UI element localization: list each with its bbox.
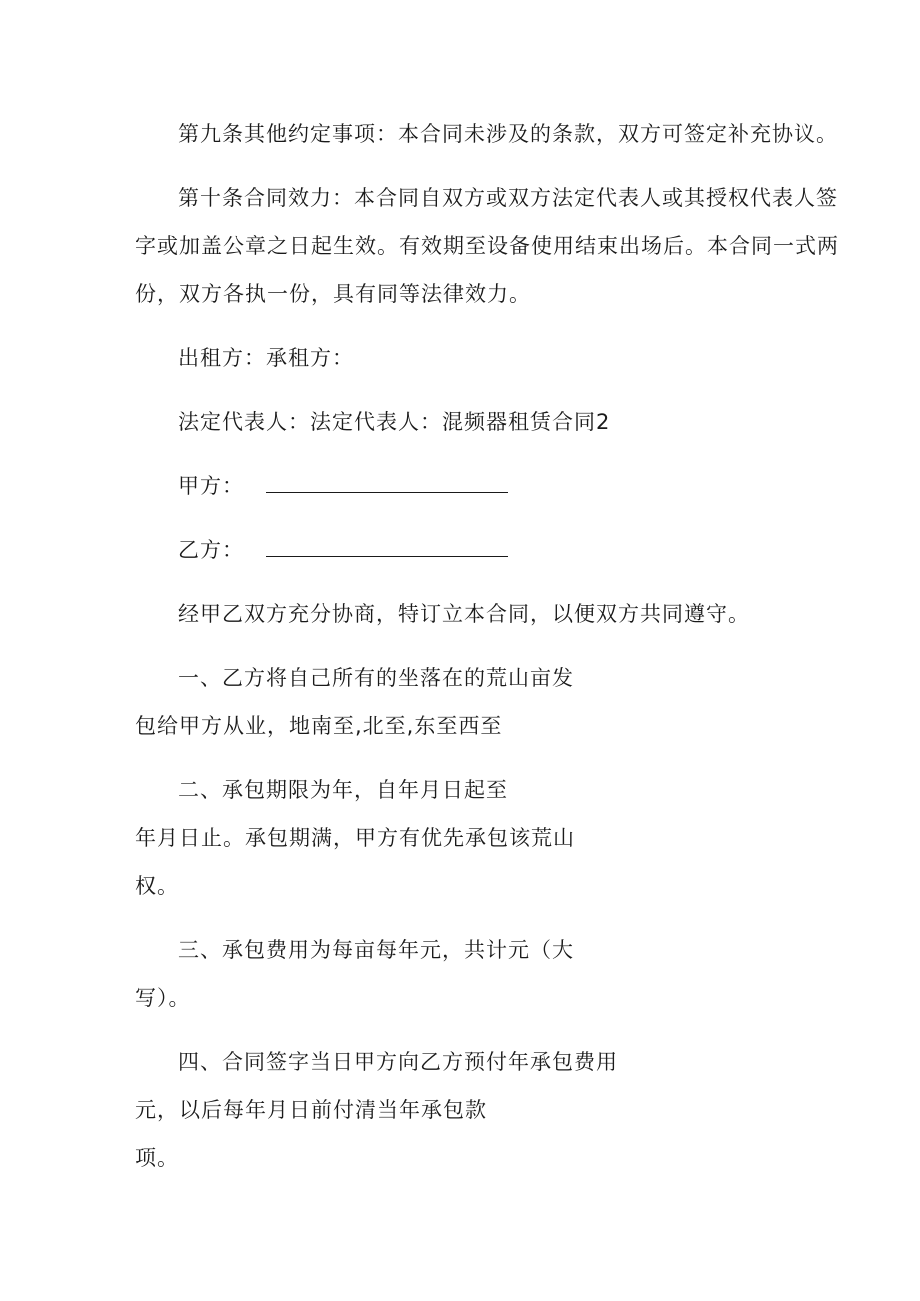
item-2-line-2: 年月日止。承包期满，甲方有优先承包该荒山 [135, 826, 575, 850]
party-a-label: 甲方： [178, 474, 244, 498]
clause-10-line-1: 第十条合同效力：本合同自双方或双方法定代表人或其授权代表人签 [178, 186, 838, 210]
legal-representative-line: 法定代表人：法定代表人：混频器租赁合同2 [178, 410, 611, 434]
item-3-line-1: 三、承包费用为每亩每年元，共计元（大 [178, 938, 574, 962]
preamble-line: 经甲乙双方充分协商，特订立本合同，以便双方共同遵守。 [178, 602, 750, 626]
item-4-line-3: 项。 [135, 1146, 179, 1170]
item-4-line-1: 四、合同签字当日甲方向乙方预付年承包费用 [178, 1050, 618, 1074]
item-2-line-3: 权。 [135, 874, 179, 898]
item-3-line-2: 写）。 [135, 986, 191, 1010]
party-b-row [178, 535, 508, 565]
party-b-label: 乙方： [178, 538, 244, 562]
party-b-blank [266, 540, 508, 557]
clause-9-line: 第九条其他约定事项：本合同未涉及的条款，双方可签定补充协议。 [178, 122, 838, 146]
lessor-lessee-line: 出租方：承租方： [178, 346, 354, 370]
party-a-row [178, 471, 508, 501]
party-a-blank [266, 476, 508, 493]
item-2-line-1: 二、承包期限为年，自年月日起至 [178, 778, 508, 802]
clause-10-line-3: 份，双方各执一份，具有同等法律效力。 [135, 282, 531, 306]
clause-10-line-2: 字或加盖公章之日起生效。有效期至设备使用结束出场后。本合同一式两 [135, 234, 839, 258]
item-1-line-2: 包给甲方从业，地南至,北至,东至西至 [135, 714, 503, 738]
item-1-line-1: 一、乙方将自己所有的坐落在的荒山亩发 [178, 666, 574, 690]
item-4-line-2: 元，以后每年月日前付清当年承包款 [135, 1098, 487, 1122]
